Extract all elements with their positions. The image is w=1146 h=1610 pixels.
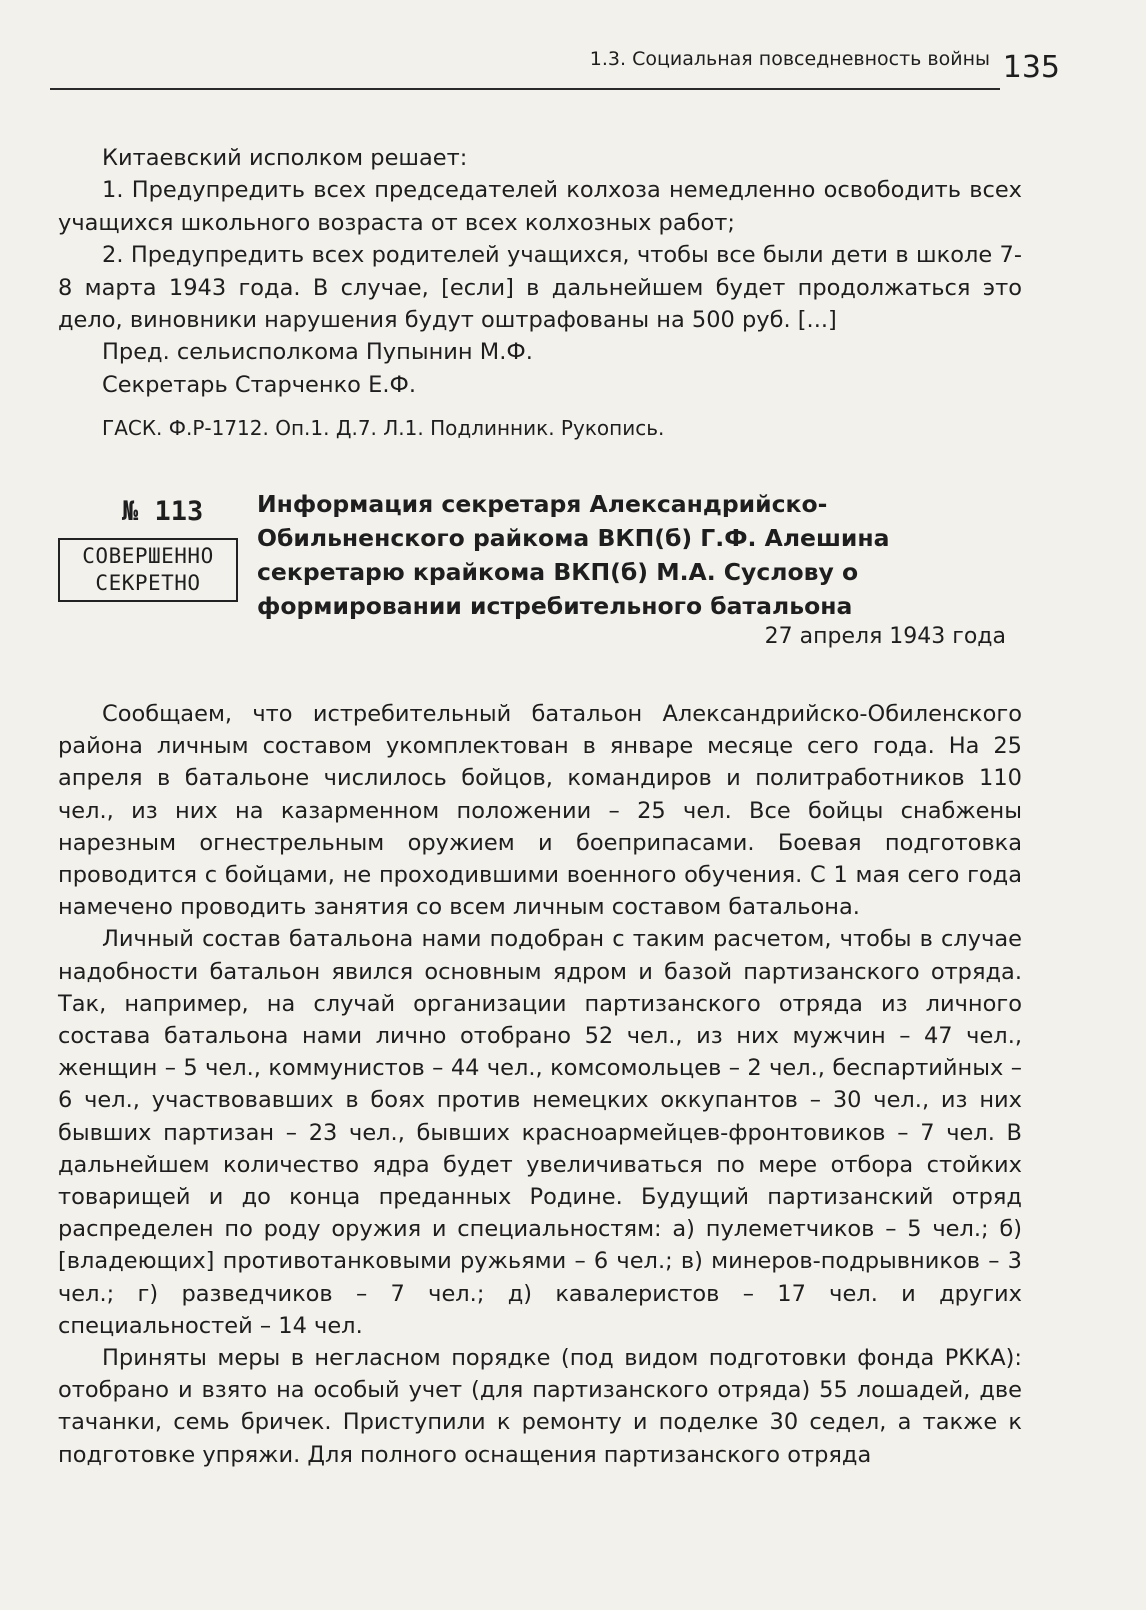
header-divider [50,88,1000,90]
running-header [50,40,1090,96]
document-body [58,698,1022,1471]
archive-reference: ГАСК. Ф.Р-1712. Оп.1. Д.7. Л.1. Подлинник. Рукопись. [102,416,665,440]
body-paragraph: Личный состав батальона нами подобран с таким расчетом, чтобы в случае надобности батальон явился основным ядром и базой партизанского отряда. Так, например, на случай организации партизанского отряда из личного состава батальона нами лично отобрано 52 чел., из них мужчин – 47 чел., женщин – 5 чел., коммунистов – 44 чел., комсомольцев – 2 чел., беспартийных – 6 чел., участвовавших в боях против немецких оккупантов – 30 чел., из них бывших партизан – 23 чел., бывших красноармейцев-фронтовиков – 7 чел. В дальнейшем количество ядра будет увеличиваться по мере отбора стойких товарищей и до конца преданных Родине. Будущий партизанский отряд распределен по роду оружия и специальностям: а) пулеметчиков – 5 чел.; б) [владеющих] противотанковыми ружьями – 6 чел.; в) минеров-подрывников – 3 чел.; г) разведчиков – 7 чел.; д) кавалеристов – 17 чел. и других специальностей – 14 чел. [58,926,1022,1339]
resolution-item-2: 2. Предупредить всех родителей учащихся, чтобы все были дети в школе 7-8 марта 1943 года. В случае, [если] в дальнейшем будет продолжаться это дело, виновники нарушения будут оштрафованы на 500 руб. [...] [58,242,1022,334]
document-number: № 113 [122,496,204,527]
secrecy-stamp [58,538,238,602]
resolution-intro: Китаевский исполком решает: [102,145,468,171]
document-title: Информация секретаря Александрийско-Обильненского райкома ВКП(б) Г.Ф. Алешина секретарю крайкома ВКП(б) М.А. Суслову о формировании истребительного батальона [257,490,890,620]
stamp-line-1: СОВЕРШЕННО [82,544,214,568]
signature-secretary: Секретарь Старченко Е.Ф. [102,371,416,398]
section-title: 1.3. Социальная повседневность войны [589,48,990,70]
document-date: 27 апреля 1943 года [764,624,1006,649]
body-paragraph: Сообщаем, что истребительный батальон Александрийско-Обиленского района личным составом укомплектован в январе месяце сего года. На 25 апреля в батальоне числилось бойцов, командиров и политработников 110 чел., из них на казарменном положении – 25 чел. Все бойцы снабжены нарезным огнестрельным оружием и боеприпасами. Боевая подготовка проводится с бойцами, не проходившими военного обучения. С 1 мая сего года намечено проводить занятия со всем личным составом батальона. [58,701,1022,921]
body-paragraph: Приняты меры в негласном порядке (под видом подготовки фонда РККА): отобрано и взято на особый учет (для партизанского отряда) 55 лошадей, две тачанки, семь бричек. Приступили к ремонту и поделке 30 седел, а также к подготовке упряжи. Для полного оснащения партизанского отряда [58,1345,1022,1468]
page-number: 135 [1002,50,1060,85]
stamp-line-2: СЕКРЕТНО [95,571,201,595]
resolution-text [58,142,1022,401]
resolution-item-1: 1. Предупредить всех председателей колхоза немедленно освободить всех учащихся школьного возраста от всех колхозных работ; [58,177,1022,236]
signature-chairman: Пред. сельисполкома Пупынин М.Ф. [102,339,533,366]
